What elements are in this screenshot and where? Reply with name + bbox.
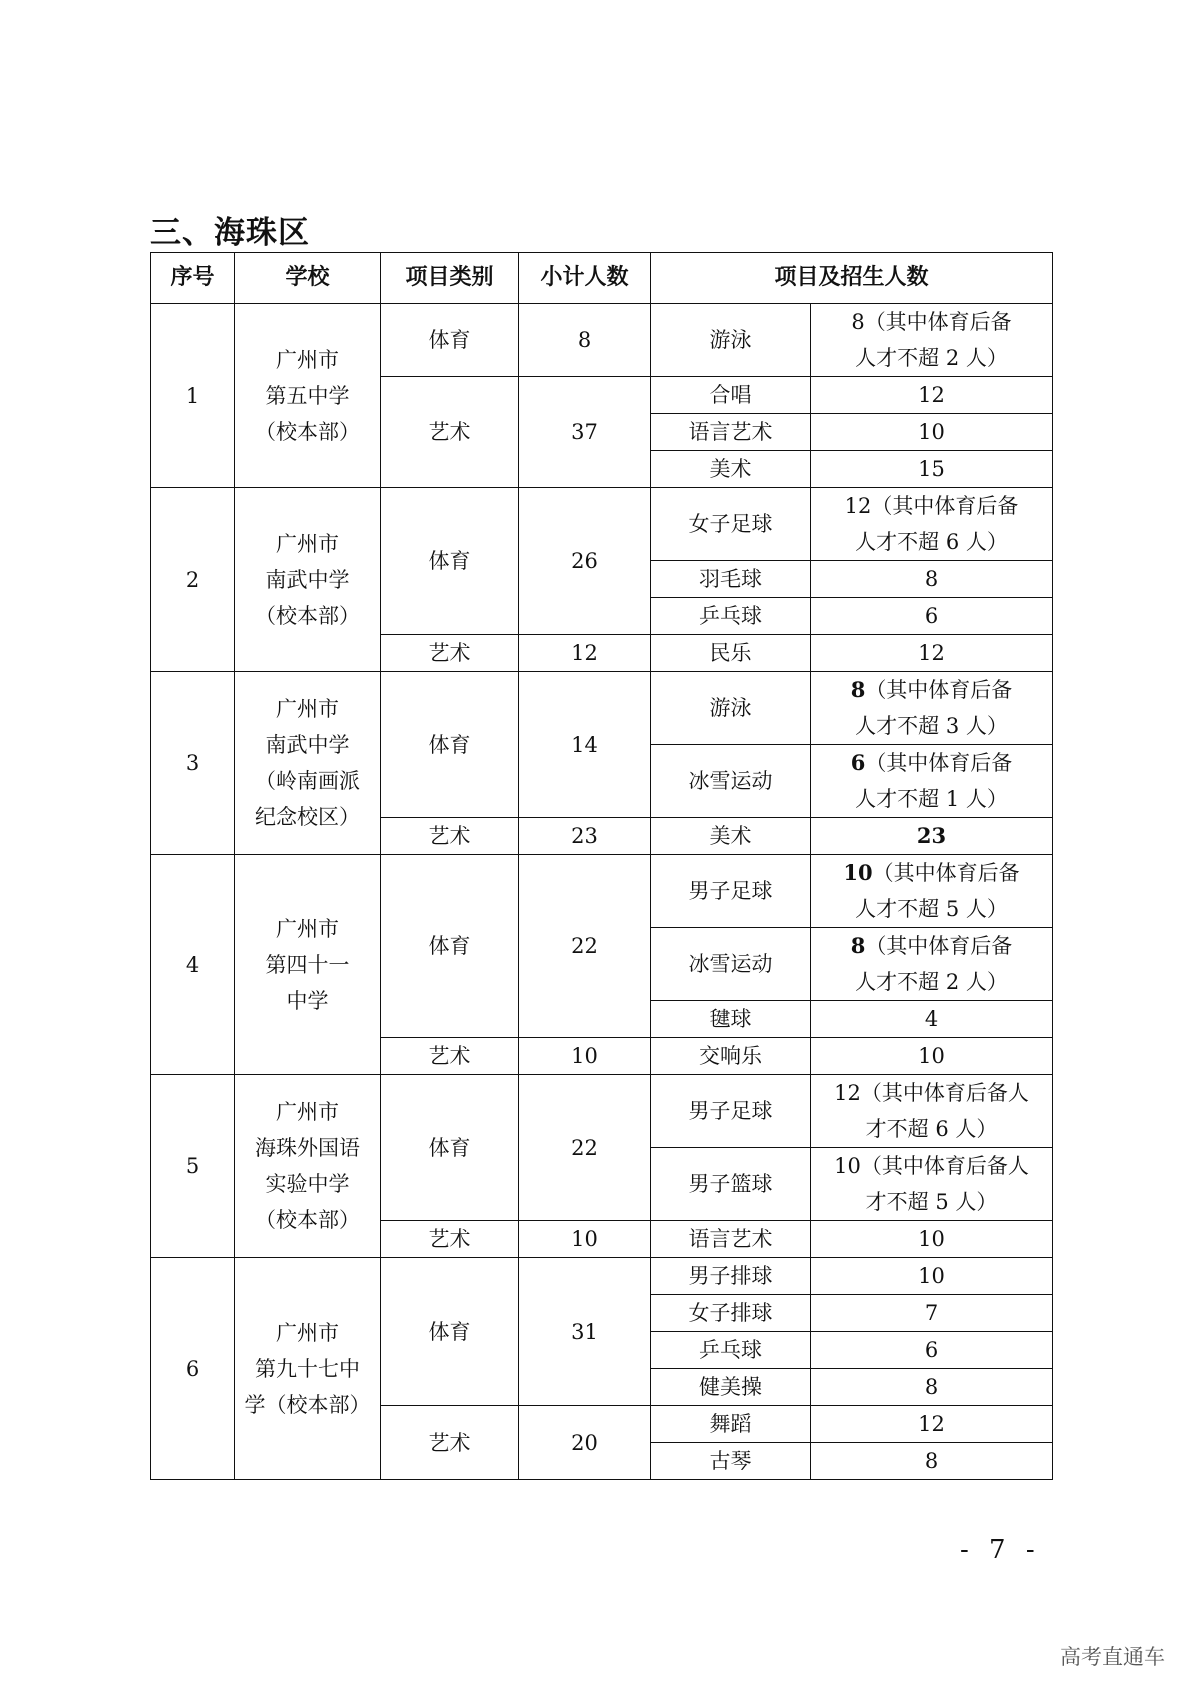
item-count-value: 10 <box>843 860 873 885</box>
subtotal: 23 <box>519 818 651 855</box>
item-name: 美术 <box>651 818 811 855</box>
category: 体育 <box>381 488 519 635</box>
item-count-value: 6 <box>924 1338 939 1362</box>
item-count-value: 12 <box>918 383 945 407</box>
school-name-line: 中学 <box>286 988 329 1013</box>
item-count <box>811 561 1053 598</box>
header-school: 学校 <box>235 253 381 304</box>
item-count-value: 15 <box>918 457 945 481</box>
item-count <box>811 1295 1053 1332</box>
item-count <box>811 1148 1053 1221</box>
item-count-value: 4 <box>924 1007 939 1031</box>
item-count <box>811 598 1053 635</box>
item-count <box>811 451 1053 488</box>
school-name-line: 海珠外国语 <box>255 1136 360 1160</box>
school-name-line: 南武中学 <box>265 567 350 592</box>
item-count-value: 10 <box>918 1264 945 1288</box>
row-number: 5 <box>151 1075 235 1258</box>
item-name: 乒乓球 <box>651 1332 811 1369</box>
item-name: 古琴 <box>651 1443 811 1480</box>
table-header-row <box>151 253 1053 304</box>
item-name: 游泳 <box>651 672 811 745</box>
table-row <box>151 1075 1053 1148</box>
item-count <box>811 1369 1053 1406</box>
item-count <box>811 377 1053 414</box>
item-detail-line <box>811 1075 1052 1111</box>
item-name: 男子篮球 <box>651 1148 811 1221</box>
item-count <box>811 1221 1053 1258</box>
enrollment-table <box>150 252 1053 1480</box>
item-count <box>811 1443 1053 1480</box>
table-row <box>151 304 1053 377</box>
item-detail-line: 人才不超 2 人） <box>855 970 1008 994</box>
table-row <box>151 855 1053 928</box>
item-count <box>811 1001 1053 1038</box>
watermark: 高考直通车 <box>1060 1645 1165 1669</box>
subtotal: 22 <box>519 855 651 1038</box>
item-name: 美术 <box>651 451 811 488</box>
item-count <box>811 1038 1053 1075</box>
category: 艺术 <box>381 1038 519 1075</box>
item-name: 交响乐 <box>651 1038 811 1075</box>
row-number: 1 <box>151 304 235 488</box>
subtotal: 26 <box>519 488 651 635</box>
category: 艺术 <box>381 635 519 672</box>
item-detail-line: 才不超 6 人） <box>865 1117 998 1141</box>
item-name: 羽毛球 <box>651 561 811 598</box>
item-count-value: 8 <box>850 677 866 702</box>
item-detail-text: （其中体育后备 <box>865 934 1013 958</box>
table-row <box>151 488 1053 561</box>
school-name-line: 纪念校区） <box>255 805 360 829</box>
item-count-value: 6 <box>924 604 939 628</box>
school-name-line: 实验中学 <box>265 1172 350 1196</box>
item-detail-line: 才不超 5 人） <box>865 1190 998 1214</box>
item-count <box>811 304 1053 377</box>
item-count-value: 10 <box>918 1044 945 1068</box>
subtotal: 12 <box>519 635 651 672</box>
school-name-line: 学（校本部） <box>244 1392 371 1417</box>
item-count <box>811 1075 1053 1148</box>
table-row <box>151 1258 1053 1295</box>
header-category: 项目类别 <box>381 253 519 304</box>
item-detail-line <box>811 1148 1052 1184</box>
item-name: 舞蹈 <box>651 1406 811 1443</box>
school-name-line: 第五中学 <box>265 383 350 408</box>
category: 体育 <box>381 304 519 377</box>
subtotal: 10 <box>519 1221 651 1258</box>
item-count <box>811 1332 1053 1369</box>
item-name: 男子足球 <box>651 1075 811 1148</box>
school-name-line: 第九十七中 <box>255 1356 360 1381</box>
school-name-line: 广州市 <box>276 916 339 941</box>
school-name <box>235 855 381 1075</box>
page-number: - 7 - <box>960 1535 1041 1565</box>
item-detail-line: 人才不超 6 人） <box>855 530 1008 554</box>
subtotal: 20 <box>519 1406 651 1480</box>
subtotal: 14 <box>519 672 651 818</box>
item-name: 男子排球 <box>651 1258 811 1295</box>
item-name: 女子足球 <box>651 488 811 561</box>
item-name: 冰雪运动 <box>651 745 811 818</box>
row-number: 4 <box>151 855 235 1075</box>
school-name-line: （校本部） <box>255 419 360 444</box>
item-name: 乒乓球 <box>651 598 811 635</box>
item-count-value: 10 <box>918 420 945 444</box>
item-name: 合唱 <box>651 377 811 414</box>
subtotal: 10 <box>519 1038 651 1075</box>
section-heading: 三、海珠区 <box>150 215 310 251</box>
header-items: 项目及招生人数 <box>651 253 1053 304</box>
item-count-value: 12 <box>844 494 872 518</box>
school-name-line: 广州市 <box>276 347 339 372</box>
item-count <box>811 672 1053 745</box>
item-detail-line <box>811 928 1052 964</box>
item-detail-line: 人才不超 5 人） <box>855 897 1008 921</box>
item-count-value: 12 <box>834 1081 861 1105</box>
item-detail-line <box>811 488 1052 524</box>
item-detail-text: （其中体育后备人 <box>860 1154 1029 1178</box>
table-body <box>151 304 1053 1480</box>
subtotal: 37 <box>519 377 651 488</box>
item-count <box>811 855 1053 928</box>
item-count-value: 10 <box>834 1154 861 1178</box>
item-count-value: 8 <box>924 1375 939 1399</box>
item-count-value: 8 <box>924 567 939 591</box>
category: 体育 <box>381 1075 519 1221</box>
school-name <box>235 1075 381 1258</box>
school-name-line: 广州市 <box>276 1320 339 1345</box>
item-detail-line <box>811 672 1052 708</box>
school-name-line: 第四十一 <box>265 952 350 977</box>
category: 艺术 <box>381 377 519 488</box>
category: 体育 <box>381 672 519 818</box>
school-name <box>235 1258 381 1480</box>
item-detail-line: 人才不超 1 人） <box>855 787 1008 811</box>
subtotal: 22 <box>519 1075 651 1221</box>
item-count-value: 10 <box>918 1227 945 1251</box>
subtotal: 8 <box>519 304 651 377</box>
row-number: 2 <box>151 488 235 672</box>
subtotal: 31 <box>519 1258 651 1406</box>
item-name: 语言艺术 <box>651 1221 811 1258</box>
school-name <box>235 488 381 672</box>
row-number: 6 <box>151 1258 235 1480</box>
school-name-line: 广州市 <box>276 697 339 721</box>
school-name-line: （岭南画派 <box>255 769 360 793</box>
item-name: 女子排球 <box>651 1295 811 1332</box>
item-count-value: 12 <box>918 1412 945 1436</box>
item-count <box>811 414 1053 451</box>
item-count-value: 6 <box>850 750 866 775</box>
item-count <box>811 635 1053 672</box>
item-count <box>811 1258 1053 1295</box>
item-name: 游泳 <box>651 304 811 377</box>
school-name-line: 广州市 <box>276 531 339 556</box>
table-row <box>151 672 1053 745</box>
school-name <box>235 672 381 855</box>
school-name <box>235 304 381 488</box>
item-detail-line: 人才不超 2 人） <box>855 346 1008 370</box>
item-name: 毽球 <box>651 1001 811 1038</box>
item-detail-line <box>811 745 1052 781</box>
school-name-line: （校本部） <box>255 603 360 628</box>
item-detail-line <box>811 855 1052 891</box>
item-name: 民乐 <box>651 635 811 672</box>
category: 艺术 <box>381 818 519 855</box>
item-detail-text: （其中体育后备 <box>865 751 1013 775</box>
item-name: 语言艺术 <box>651 414 811 451</box>
school-name-line: 南武中学 <box>265 733 350 757</box>
item-detail-line <box>811 304 1052 340</box>
item-count <box>811 488 1053 561</box>
item-detail-text: （其中体育后备 <box>864 310 1012 334</box>
item-detail-text: （其中体育后备 <box>872 861 1020 885</box>
item-count-value: 12 <box>918 641 945 665</box>
item-name: 冰雪运动 <box>651 928 811 1001</box>
row-number: 3 <box>151 672 235 855</box>
item-detail-line: 人才不超 3 人） <box>855 714 1008 738</box>
header-subtotal: 小计人数 <box>519 253 651 304</box>
category: 艺术 <box>381 1221 519 1258</box>
item-count <box>811 928 1053 1001</box>
category: 体育 <box>381 855 519 1038</box>
item-detail-text: （其中体育后备 <box>871 494 1019 518</box>
header-no: 序号 <box>151 253 235 304</box>
school-name-line: （校本部） <box>255 1208 360 1232</box>
item-detail-text: （其中体育后备人 <box>860 1081 1029 1105</box>
item-count-value: 8 <box>850 933 866 958</box>
item-name: 健美操 <box>651 1369 811 1406</box>
item-count <box>811 818 1053 855</box>
item-count <box>811 1406 1053 1443</box>
item-count-value: 23 <box>916 823 947 848</box>
item-count-value: 7 <box>924 1301 939 1325</box>
school-name-line: 广州市 <box>276 1100 339 1124</box>
item-count-value: 8 <box>851 310 865 334</box>
category: 体育 <box>381 1258 519 1406</box>
item-detail-text: （其中体育后备 <box>865 678 1013 702</box>
category: 艺术 <box>381 1406 519 1480</box>
item-name: 男子足球 <box>651 855 811 928</box>
item-count <box>811 745 1053 818</box>
item-count-value: 8 <box>924 1449 939 1473</box>
